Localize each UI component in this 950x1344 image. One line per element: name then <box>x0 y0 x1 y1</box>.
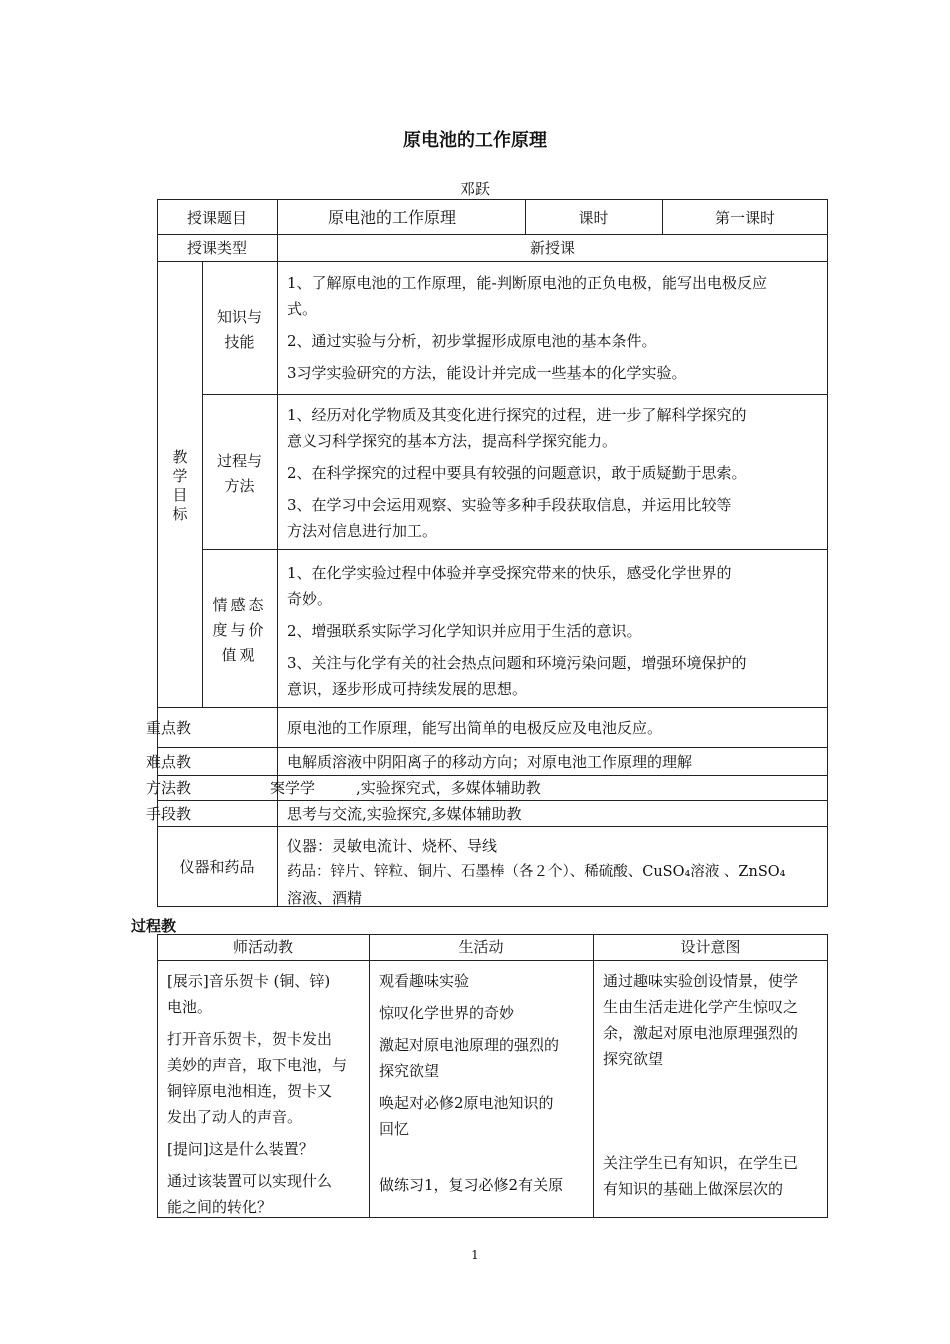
emotion-line5: 意识，逐步形成可持续发展的思想。 <box>287 680 528 698</box>
key-point-value: 原电池的工作原理，能写出简单的电极反应及电池反应。 <box>287 719 663 737</box>
teacher-activity <box>167 968 363 1220</box>
teacher-line4: 美妙的声音，取下电池，与 <box>167 1056 348 1074</box>
knowledge-content <box>287 270 823 386</box>
teacher-line7: [提问]这是什么装置？ <box>167 1140 314 1158</box>
emotion-line3: 2、增强联系实际学习化学知识并应用于生活的意识。 <box>287 622 642 640</box>
student-line4: 探究欲望 <box>379 1062 440 1080</box>
method-label: 方法教 <box>146 779 192 797</box>
teacher-line1: [展示]音乐贺卡 (铜、锌) <box>167 972 331 990</box>
knowledge-line2: 2、通过实验与分析，初步掌握形成原电池的基本条件。 <box>287 332 657 350</box>
emotion-line2: 奇妙。 <box>287 590 333 608</box>
intent-line1: 通过趣味实验创设情景，使学 <box>603 972 799 990</box>
author-name: 邓跃 <box>459 180 490 198</box>
intent-line4: 探究欲望 <box>603 1050 664 1068</box>
process-line3: 2、在科学探究的过程中要具有较强的问题意识，敢于质疑勤于思索。 <box>287 464 747 482</box>
key-point-label: 重点教 <box>146 719 192 737</box>
intent-line2: 生由生活走进化学产生惊叹之 <box>603 998 799 1016</box>
objectives-label <box>160 448 200 524</box>
design-intent <box>603 968 825 1202</box>
teacher-line5: 铜锌原电池相连，贺卡又 <box>167 1082 333 1100</box>
instruments-line1: 仪器：灵敏电流计、烧杯、导线 <box>287 837 498 855</box>
teacher-line3: 打开音乐贺卡，贺卡发出 <box>167 1030 333 1048</box>
class-hours-label: 课时 <box>578 209 609 227</box>
process-label-line2: 方法 <box>224 477 255 495</box>
instruments-line2: 药品：锌片、锌粒、铜片、石墨棒（各２个）、稀硫酸、CuSO₄溶液 、ZnSO₄ <box>287 864 786 880</box>
knowledge-line1c: 式。 <box>287 300 318 318</box>
type-label: 授课类型 <box>186 239 247 257</box>
emotion-label-line2: 度与价 <box>212 621 267 639</box>
instruments-label: 仪器和药品 <box>179 858 255 876</box>
topic-value: 原电池的工作原理 <box>327 208 456 227</box>
teacher-line9: 能之间的转化？ <box>167 1198 273 1216</box>
knowledge-line1b: -判断原电池的正负电极，能写出电极反应 <box>491 274 767 292</box>
process-line1: 1、经历对化学物质及其变化进行探究的过程，进一步了解科学探究的 <box>287 406 747 424</box>
objectives-label-text: 教学目标 <box>172 448 188 523</box>
header-teacher: 师活动教 <box>232 938 293 956</box>
class-hours-value: 第一课时 <box>714 209 775 227</box>
knowledge-label-line1: 知识与 <box>216 308 262 326</box>
instruments-line3: 溶液、酒精 <box>287 889 363 907</box>
knowledge-label <box>202 305 277 355</box>
knowledge-label-line2: 技能 <box>224 333 255 351</box>
process-content <box>287 402 823 544</box>
knowledge-line1a: 1、了解原电池的工作原理，能 <box>287 274 492 292</box>
method-value: ,实验探究式，多媒体辅助教 <box>356 779 541 797</box>
header-student: 生活动 <box>458 938 504 956</box>
process-section-heading: 过程教 <box>131 917 177 935</box>
student-line1: 观看趣味实验 <box>379 972 470 990</box>
teacher-line6: 发出了动人的声音。 <box>167 1108 303 1126</box>
type-value: 新授课 <box>529 239 575 257</box>
emotion-label-line1: 情感态 <box>212 596 267 614</box>
means-label: 手段教 <box>146 805 192 823</box>
difficult-point-label: 难点教 <box>146 753 192 771</box>
emotion-label <box>202 593 277 668</box>
process-line4: 3、在学习中会运用观察、实验等多种手段获取信息，并运用比较等 <box>287 496 732 514</box>
process-label <box>202 449 277 499</box>
intent-line5: 关注学生已有知识，在学生已 <box>603 1154 799 1172</box>
difficult-point-value: 电解质溶液中阴阳离子的移动方向；对原电池工作原理的理解 <box>287 753 693 771</box>
student-line5: 唤起对必修2原电池知识的 <box>379 1094 554 1112</box>
knowledge-line3: 3习学实验研究的方法，能设计并完成一些基本的化学实验。 <box>287 364 687 382</box>
emotion-line1: 1、在化学实验过程中体验并享受探究带来的快乐，感受化学世界的 <box>287 564 732 582</box>
teacher-line2: 电池。 <box>167 998 213 1016</box>
student-line3: 激起对原电池原理的强烈的 <box>379 1036 560 1054</box>
document-title: 原电池的工作原理 <box>403 130 547 151</box>
emotion-label-line3: 值观 <box>221 646 258 664</box>
student-activity <box>379 968 589 1198</box>
method-label-mid: 案学学 <box>270 779 316 797</box>
intent-line6: 有知识的基础上做深层次的 <box>603 1180 784 1198</box>
header-intent: 设计意图 <box>680 938 741 956</box>
student-line2: 惊叹化学世界的奇妙 <box>379 1004 515 1022</box>
student-line7: 做练习1，复习必修2有关原 <box>379 1176 564 1194</box>
page-number: 1 <box>471 1248 479 1262</box>
process-line5: 方法对信息进行加工。 <box>287 522 438 540</box>
instruments-content <box>287 833 827 911</box>
intent-line3: 余，激起对原电池原理强烈的 <box>603 1024 799 1042</box>
emotion-line4: 3、关注与化学有关的社会热点问题和环境污染问题，增强环境保护的 <box>287 654 747 672</box>
student-line6: 回忆 <box>379 1120 410 1138</box>
process-line2: 意义习科学探究的基本方法，提高科学探究能力。 <box>287 432 618 450</box>
topic-label: 授课题目 <box>186 209 247 227</box>
process-label-line1: 过程与 <box>216 452 262 470</box>
teacher-line8: 通过该装置可以实现什么 <box>167 1172 333 1190</box>
emotion-content <box>287 560 823 702</box>
means-value: 思考与交流,实验探究,多媒体辅助教 <box>287 805 522 823</box>
